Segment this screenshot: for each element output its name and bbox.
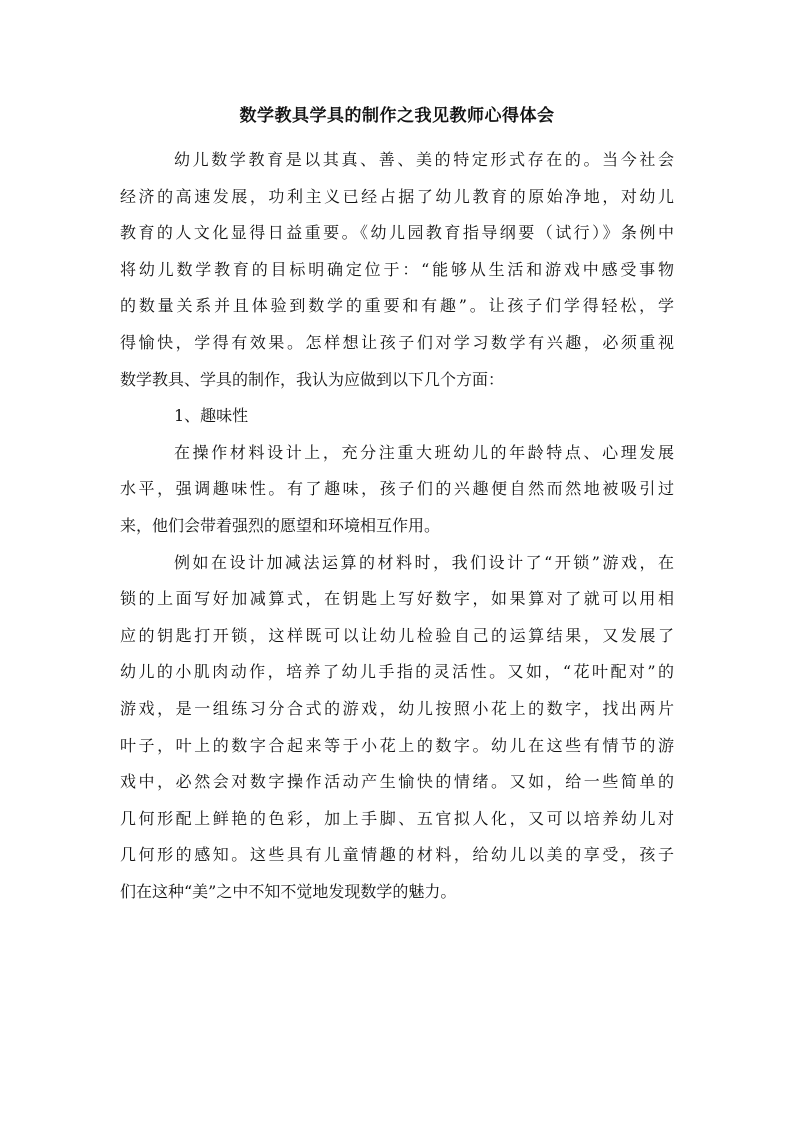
paragraph-1-line: 教育的人文化显得日益重要。《幼儿园教育指导纲要（试行）》条例中 [120,223,674,243]
section-heading: 1、趣味性 [174,406,249,426]
paragraph-2-line: 在操作材料设计上，充分注重大班幼儿的年龄特点、心理发展 [174,442,674,462]
paragraph-1-line: 经济的高速发展，功利主义已经占据了幼儿教育的原始净地，对幼儿 [120,186,674,206]
paragraph-1-line: 得愉快，学得有效果。怎样想让孩子们对学习数学有兴趣，必须重视 [120,332,674,352]
paragraph-3-line: 例如在设计加减法运算的材料时，我们设计了“开锁”游戏，在 [174,552,674,572]
paragraph-1-line: 将幼儿数学教育的目标明确定位于：“能够从生活和游戏中感受事物 [120,259,674,279]
paragraph-1-line: 的数量关系并且体验到数学的重要和有趣”。让孩子们学得轻松，学 [120,296,674,316]
paragraph-3-line: 锁的上面写好加减算式，在钥匙上写好数字，如果算对了就可以用相 [120,589,674,609]
paragraph-2-line: 水平，强调趣味性。有了趣味，孩子们的兴趣便自然而然地被吸引过 [120,479,674,499]
document-body [120,142,674,910]
paragraph-1-line: 数学教具、学具的制作，我认为应做到以下几个方面： [120,369,505,389]
paragraph-3-line: 戏中，必然会对数字操作活动产生愉快的情绪。又如，给一些简单的 [120,772,674,792]
paragraph-3-line: 几何形的感知。这些具有儿童情趣的材料，给幼儿以美的享受，孩子 [120,845,674,865]
paragraph-3-line: 应的钥匙打开锁，这样既可以让幼儿检验自己的运算结果，又发展了 [120,625,674,645]
paragraph-3-line: 几何形配上鲜艳的色彩，加上手脚、五官拟人化，又可以培养幼儿对 [120,808,674,828]
paragraph-3-line: 游戏，是一组练习分合式的游戏，幼儿按照小花上的数字，找出两片 [120,698,674,718]
document-title: 数学教具学具的制作之我见教师心得体会 [239,106,555,126]
paragraph-2-line: 来，他们会带着强烈的愿望和环境相互作用。 [120,515,441,535]
paragraph-3-line: 们在这种“美”之中不知不觉地发现数学的魅力。 [120,881,457,901]
paragraph-3-line: 幼儿的小肌肉动作，培养了幼儿手指的灵活性。又如，“花叶配对”的 [120,662,674,682]
paragraph-3-line: 叶子，叶上的数字合起来等于小花上的数字。幼儿在这些有情节的游 [120,735,674,755]
paragraph-1-line: 幼儿数学教育是以其真、善、美的特定形式存在的。当今社会 [174,150,674,169]
